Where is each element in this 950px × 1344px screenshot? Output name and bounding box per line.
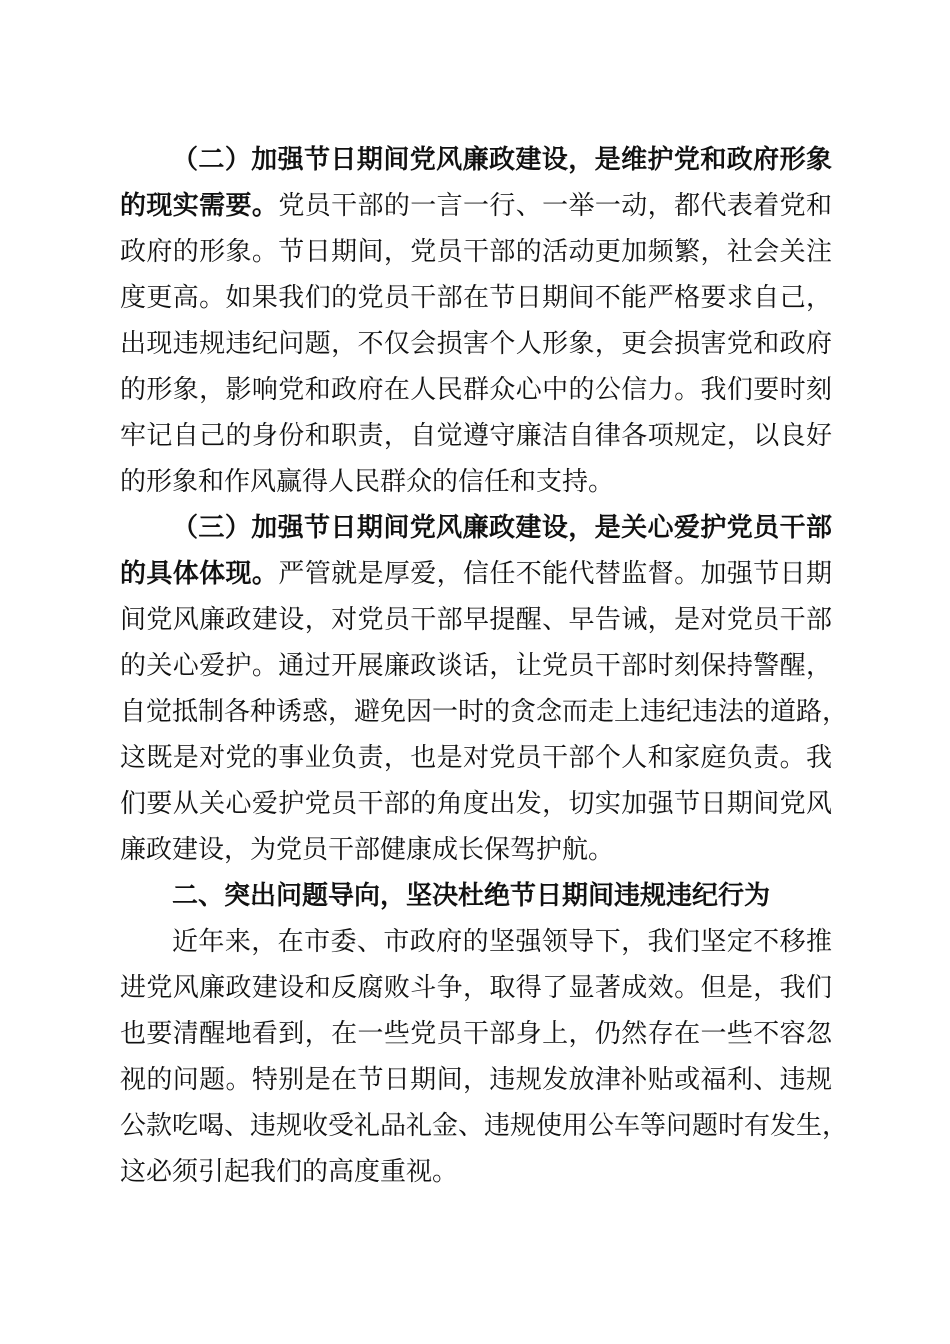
- p1-line-4: 度更高。如果我们的党员干部在节日期间不能严格要求自己，: [120, 283, 832, 313]
- p2-line-3: 间党风廉政建设，对党员干部早提醒、早告诫，是对党员干部: [120, 605, 832, 635]
- p3-line-6: 这必须引起我们的高度重视。: [120, 1157, 459, 1187]
- p2-lead-end: 的具体体现。: [120, 559, 279, 589]
- p3-line-2: 进党风廉政建设和反腐败斗争，取得了显著成效。但是，我们: [120, 973, 832, 1003]
- p1-line-8: 的形象和作风赢得人民群众的信任和支持。: [120, 467, 615, 497]
- p2-line-8: 廉政建设，为党员干部健康成长保驾护航。: [120, 835, 615, 865]
- p1-line-7: 牢记自己的身份和职责，自觉遵守廉洁自律各项规定，以良好: [120, 421, 832, 451]
- p1-line-2-rest: 党员干部的一言一行、一举一动，都代表着党和: [278, 191, 832, 221]
- p3-line-5: 公款吃喝、违规收受礼品礼金、违规使用公车等问题时有发生，: [120, 1111, 849, 1141]
- p2-line-4: 的关心爱护。通过开展廉政谈话，让党员干部时刻保持警醒，: [120, 651, 832, 681]
- p3-line-3: 也要清醒地看到，在一些党员干部身上，仍然存在一些不容忽: [120, 1019, 832, 1049]
- p1-line-6: 的形象，影响党和政府在人民群众心中的公信力。我们要时刻: [120, 375, 832, 405]
- p2-line-2: [120, 554, 832, 594]
- p2-line-7: 们要从关心爱护党员干部的角度出发，切实加强节日期间党风: [120, 789, 832, 819]
- p1-lead-end: 的现实需要。: [120, 191, 279, 221]
- p2-line-1: （三）加强节日期间党风廉政建设，是关心爱护党员干部: [172, 513, 832, 543]
- p3-line-4: 视的问题。特别是在节日期间，违规发放津补贴或福利、违规: [120, 1065, 832, 1095]
- section-heading: 二、突出问题导向，坚决杜绝节日期间违规违纪行为: [172, 881, 771, 911]
- p1-line-5: 出现违规违纪问题，不仅会损害个人形象，更会损害党和政府: [120, 329, 832, 359]
- p2-line-5: 自觉抵制各种诱惑，避免因一时的贪念而走上违纪违法的道路，: [120, 697, 849, 727]
- p1-line-1: （二）加强节日期间党风廉政建设，是维护党和政府形象: [172, 145, 832, 175]
- p2-line-2-rest: 严管就是厚爱，信任不能代替监督。加强节日期: [278, 559, 832, 589]
- p2-line-6: 这既是对党的事业负责，也是对党员干部个人和家庭负责。我: [120, 743, 832, 773]
- p3-line-1: 近年来，在市委、市政府的坚强领导下，我们坚定不移推: [172, 927, 832, 957]
- p1-line-3: 政府的形象。节日期间，党员干部的活动更加频繁，社会关注: [120, 237, 832, 267]
- p1-line-2: [120, 186, 832, 226]
